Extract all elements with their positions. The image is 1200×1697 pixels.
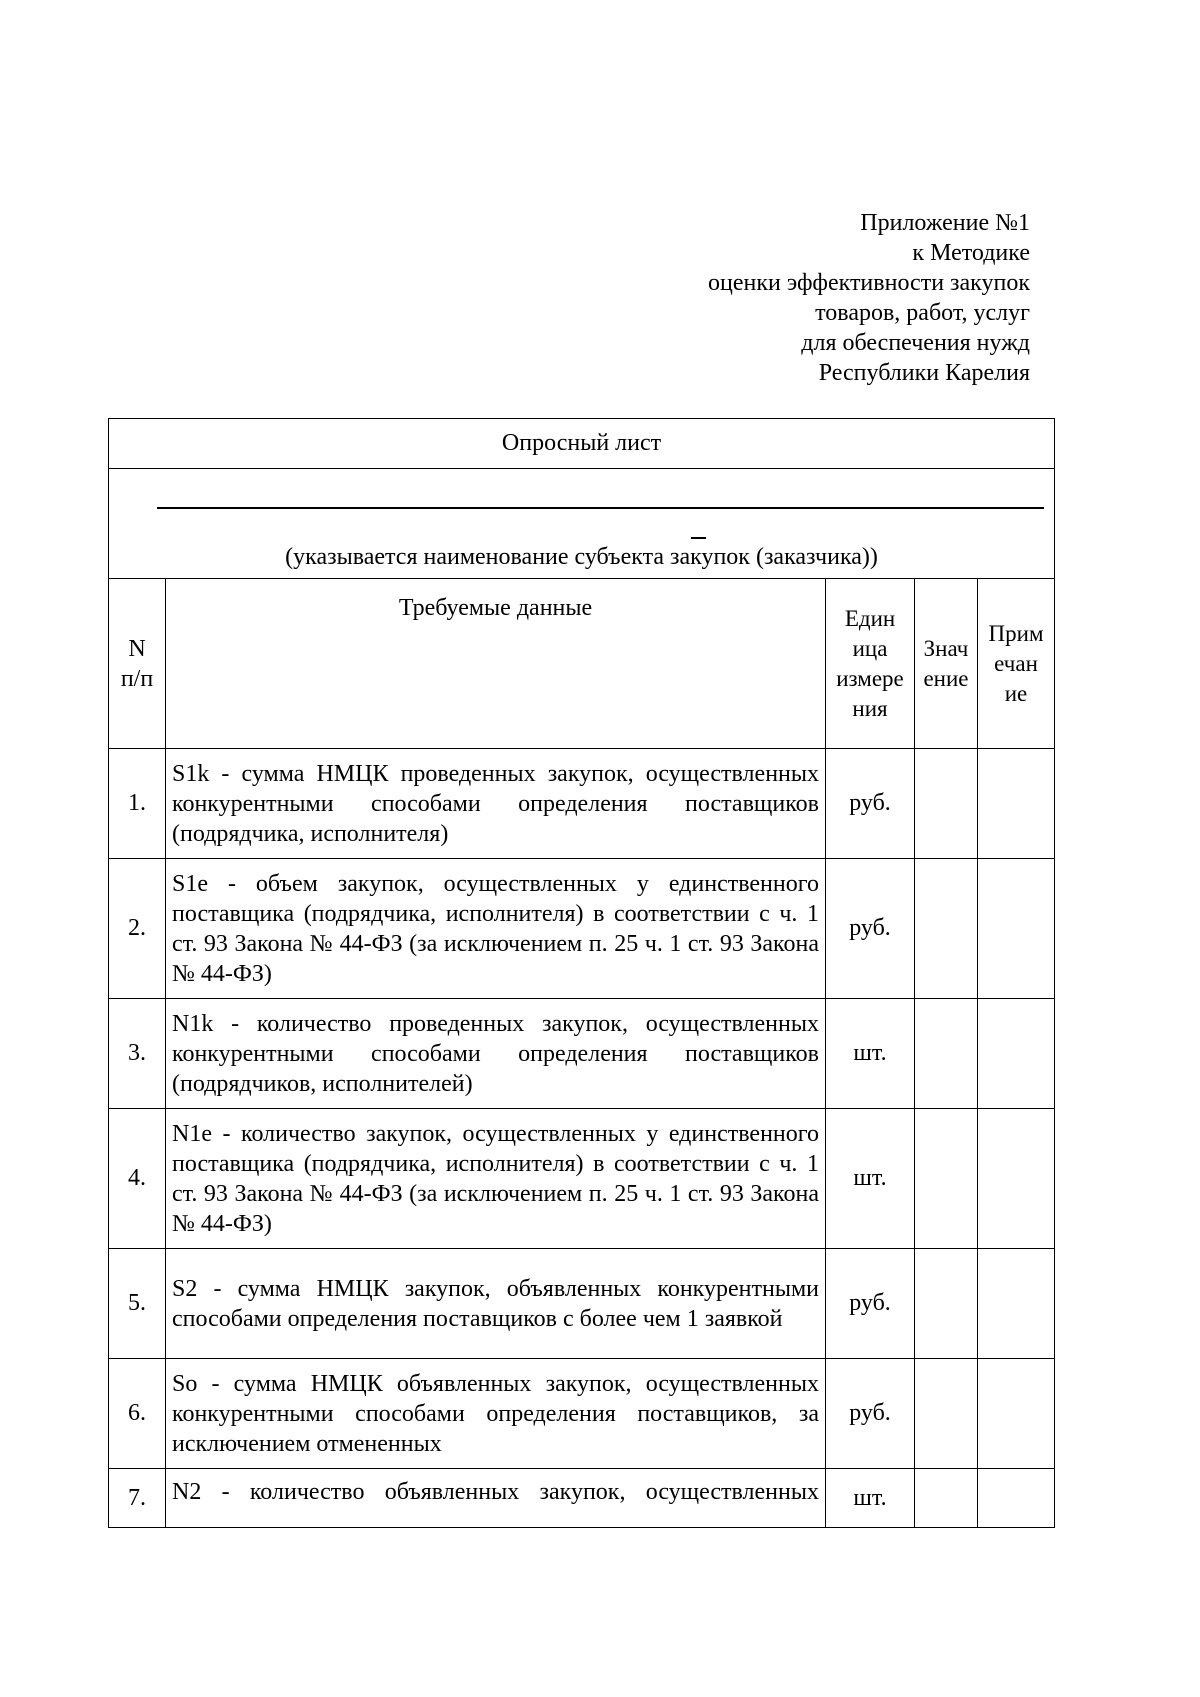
table-row <box>109 1469 1055 1528</box>
table-row <box>109 999 1055 1109</box>
header-note <box>978 579 1055 749</box>
row-note-cell[interactable] <box>978 1469 1055 1528</box>
header-num <box>109 579 166 749</box>
row-note-cell[interactable] <box>978 1359 1055 1469</box>
row-number: 1. <box>109 749 166 859</box>
row-value-cell[interactable] <box>915 859 978 999</box>
appendix-line: к Методике <box>912 240 1030 266</box>
appendix-line: оценки эффективности закупок <box>707 270 1030 296</box>
row-unit: руб. <box>826 1249 915 1359</box>
header-unit <box>826 579 915 749</box>
row-number: 6. <box>109 1359 166 1469</box>
survey-title: Опросный лист <box>109 419 1055 469</box>
row-description: So - сумма НМЦК объявленных закупок, осуществленных конкурентными способами определения поставщиков, за исключением отмененных <box>166 1359 826 1469</box>
header-row <box>109 579 1055 749</box>
subject-field <box>109 469 1055 579</box>
row-note-cell[interactable] <box>978 1109 1055 1249</box>
table-row <box>109 1359 1055 1469</box>
row-value-cell[interactable] <box>915 999 978 1109</box>
row-note-cell[interactable] <box>978 749 1055 859</box>
appendix-line: для обеспечения нужд <box>801 330 1030 356</box>
header-value-line: Знач <box>923 635 969 661</box>
appendix-line: Приложение №1 <box>860 210 1030 236</box>
row-unit: шт. <box>826 1469 915 1528</box>
table-row <box>109 1249 1055 1359</box>
table-row <box>109 1109 1055 1249</box>
survey-table <box>108 418 1055 1528</box>
row-value-cell[interactable] <box>915 1469 978 1528</box>
table-row <box>109 859 1055 999</box>
header-note-line: ечан <box>994 650 1038 676</box>
row-unit: шт. <box>826 999 915 1109</box>
row-number: 4. <box>109 1109 166 1249</box>
row-description: N1k - количество проведенных закупок, осуществленных конкурентными способами определения поставщиков (подрядчиков, исполнителей) <box>166 999 826 1109</box>
row-note-cell[interactable] <box>978 859 1055 999</box>
row-value-cell[interactable] <box>915 1109 978 1249</box>
row-value-cell[interactable] <box>915 1249 978 1359</box>
row-description: S1e - объем закупок, осуществленных у единственного поставщика (подрядчика, исполнителя) в соответствии с ч. 1 ст. 93 Закона № 44-ФЗ (за исключением п. 25 ч. 1 ст. 93 Закона № 44-ФЗ) <box>166 859 826 999</box>
row-description: S1k - сумма НМЦК проведенных закупок, осуществленных конкурентными способами определения поставщиков (подрядчика, исполнителя) <box>166 749 826 859</box>
subject-blank-dash <box>691 537 706 539</box>
subject-blank-line <box>157 507 1044 509</box>
row-value-cell[interactable] <box>915 749 978 859</box>
row-unit: руб. <box>826 1359 915 1469</box>
header-unit-line: измере <box>836 665 904 691</box>
row-value-cell[interactable] <box>915 1359 978 1469</box>
appendix-line: Республики Карелия <box>818 360 1030 386</box>
header-num-line: N <box>128 635 146 662</box>
row-number: 3. <box>109 999 166 1109</box>
subject-caption: (указывается наименование субъекта закупок (заказчика)) <box>285 544 878 570</box>
row-description: N2 - количество объявленных закупок, осуществленных <box>166 1469 826 1528</box>
header-note-line: ие <box>1004 680 1028 706</box>
row-note-cell[interactable] <box>978 999 1055 1109</box>
appendix-line: товаров, работ, услуг <box>815 300 1030 326</box>
header-unit-line: ица <box>852 635 888 661</box>
table-row <box>109 749 1055 859</box>
title-row <box>109 419 1055 469</box>
row-unit: руб. <box>826 859 915 999</box>
row-number: 2. <box>109 859 166 999</box>
header-value <box>915 579 978 749</box>
header-value-line: ение <box>923 665 969 691</box>
row-unit: шт. <box>826 1109 915 1249</box>
row-description: S2 - сумма НМЦК закупок, объявленных конкурентными способами определения поставщиков с более чем 1 заявкой <box>166 1249 826 1359</box>
row-number: 7. <box>109 1469 166 1528</box>
row-note-cell[interactable] <box>978 1249 1055 1359</box>
header-data: Требуемые данные <box>166 579 826 749</box>
header-unit-line: ния <box>852 695 888 721</box>
row-description: N1e - количество закупок, осуществленных у единственного поставщика (подрядчика, исполнителя) в соответствии с ч. 1 ст. 93 Закона № 44-ФЗ (за исключением п. 25 ч. 1 ст. 93 Закона № 44-ФЗ) <box>166 1109 826 1249</box>
header-num-line: п/п <box>120 665 154 692</box>
row-number: 5. <box>109 1249 166 1359</box>
appendix-heading <box>708 208 1030 388</box>
header-unit-line: Един <box>844 605 896 631</box>
header-note-line: Прим <box>988 620 1044 646</box>
row-unit: руб. <box>826 749 915 859</box>
subject-row <box>109 469 1055 579</box>
